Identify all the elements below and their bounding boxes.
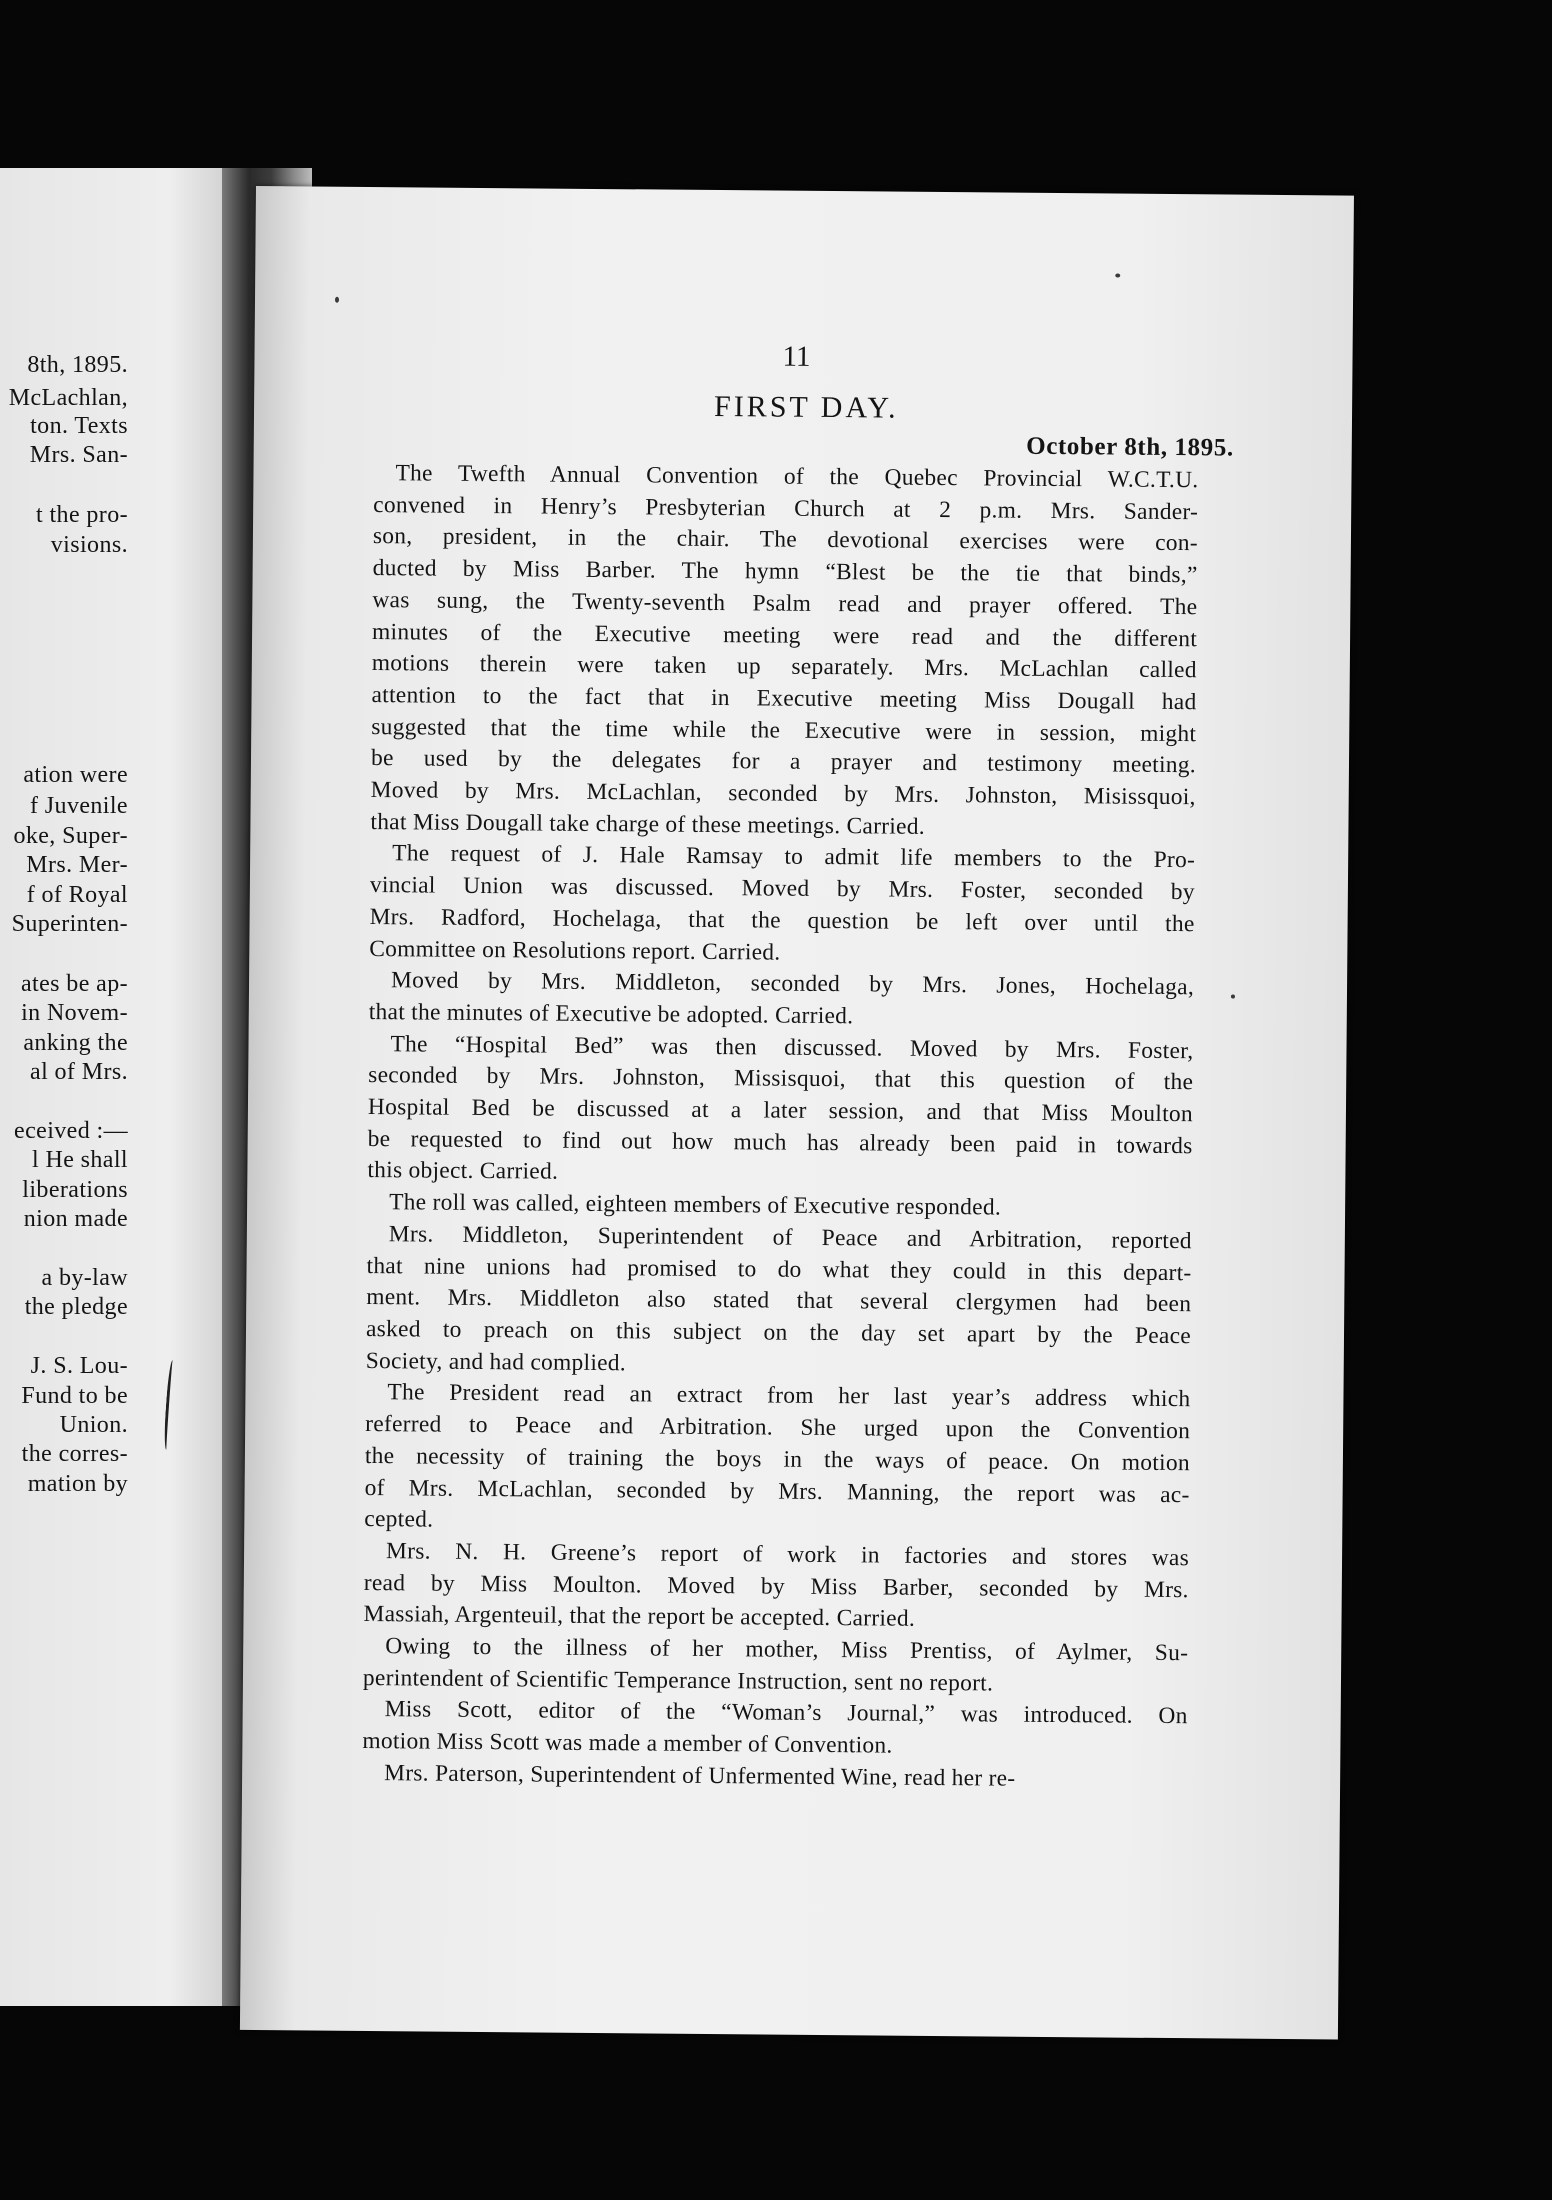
text-line: Moved by Mrs. McLachlan, seconded by Mrs. Johnston, Misissquoi,	[370, 777, 1196, 811]
text-line: vincial Union was discussed. Moved by Mrs. Foster, seconded by	[369, 872, 1195, 906]
print-speck	[1231, 995, 1235, 999]
facing-page-line: the pledge	[24, 1294, 128, 1320]
facing-page-line: visions.	[50, 532, 128, 558]
facing-page-line: J. S. Lou-	[30, 1353, 128, 1379]
facing-page-line: 8th, 1895.	[27, 352, 128, 378]
print-speck	[1115, 274, 1120, 278]
text-line: suggested that the time while the Executive were in session, might	[371, 713, 1197, 747]
text-line: Mrs. Middleton, Superintendent of Peace and Arbitration, reported	[388, 1221, 1192, 1255]
text-line: minutes of the Executive meeting were read and the different	[372, 618, 1198, 652]
text-line: be used by the delegates for a prayer and testimony meeting.	[370, 745, 1197, 779]
text-line: that nine unions had promised to do what they could in this depart-	[366, 1252, 1192, 1286]
paragraph	[362, 1694, 1188, 1765]
text-line: son, president, in the chair. The devotional exercises were con-	[372, 523, 1199, 557]
facing-page-line: Superinten-	[11, 911, 128, 937]
facing-page-line: Mrs. Mer-	[26, 852, 128, 878]
text-line: convened in Henry’s Presbyterian Church at 2 p.m. Mrs. Sander-	[373, 491, 1199, 525]
facing-page-line: anking the	[23, 1030, 128, 1056]
text-line: seconded by Mrs. Johnston, Missisquoi, that this question of the	[368, 1062, 1194, 1096]
facing-page-line: the corres-	[21, 1441, 128, 1467]
text-line: perintendent of Scientific Temperance Instruction, sent no report.	[362, 1664, 994, 1697]
text-line: of Mrs. McLachlan, seconded by Mrs. Manning, the report was ac-	[364, 1474, 1190, 1508]
text-line: Hospital Bed be discussed at a later session, and that Miss Moulton	[367, 1094, 1194, 1128]
paragraph	[362, 1758, 1187, 1797]
text-line: asked to preach on this subject on the day set apart by the Peace	[365, 1315, 1192, 1350]
text-line: referred to Peace and Arbitration. She urged upon the Convention	[365, 1411, 1191, 1445]
paragraph	[369, 965, 1195, 1036]
text-line: the necessity of training the boys in the ways of peace. On motion	[364, 1442, 1191, 1476]
text-line: Mrs. Radford, Hochelaga, that the question be left over until the	[369, 903, 1195, 938]
text-line: Committee on Resolutions report. Carried.	[369, 935, 781, 966]
facing-page-line: mation by	[27, 1471, 128, 1497]
facing-page-line: Mrs. San-	[29, 442, 128, 468]
text-line: read by Miss Moulton. Moved by Miss Barber, seconded by Mrs.	[363, 1569, 1189, 1603]
text-line: ment. Mrs. Middleton also stated that several clergymen had been	[366, 1284, 1192, 1318]
page-number: 11	[782, 340, 811, 373]
paragraph	[363, 1536, 1189, 1638]
date-line: October 8th, 1895.	[1026, 432, 1234, 462]
text-line: The request of J. Hale Ramsay to admit life members to the Pro-	[392, 840, 1196, 874]
facing-page-line: ates be ap-	[20, 971, 128, 997]
text-line: Owing to the illness of her mother, Miss Prentiss, of Aylmer, Su-	[385, 1633, 1189, 1667]
facing-page-line: l He shall	[32, 1147, 128, 1173]
facing-page-line: eceived :—	[14, 1118, 128, 1144]
facing-page-line: Union.	[59, 1412, 128, 1438]
facing-page-line: in Novem-	[21, 1000, 128, 1026]
text-line: Miss Scott, editor of the “Woman’s Journal,” was introduced. On	[384, 1696, 1188, 1730]
text-line: The President read an extract from her last year’s address which	[387, 1379, 1191, 1413]
text-line: Society, and had complied.	[365, 1347, 627, 1376]
text-line: Mrs. Paterson, Superintendent of Unfermented Wine, read her re-	[384, 1760, 1016, 1792]
facing-page-left	[0, 168, 242, 2006]
text-line: cepted.	[364, 1506, 434, 1533]
text-line: Moved by Mrs. Middleton, seconded by Mrs. Jones, Hochelaga,	[390, 967, 1195, 1001]
paragraph	[366, 1219, 1192, 1385]
text-line: attention to the fact that in Executive meeting Miss Dougall had	[371, 681, 1197, 716]
facing-page-line: nion made	[23, 1206, 128, 1232]
facing-page-line: al of Mrs.	[30, 1059, 128, 1085]
section-title: FIRST DAY.	[713, 390, 899, 425]
facing-page-line: McLachlan,	[8, 385, 128, 411]
paragraph	[363, 1631, 1189, 1702]
facing-page-line: liberations	[22, 1177, 128, 1203]
text-line: The roll was called, eighteen members of Executive responded.	[389, 1189, 1002, 1221]
text-line: motions therein were taken up separately. Mrs. McLachlan called	[371, 650, 1197, 684]
facing-page-text	[0, 168, 242, 2006]
facing-page-line: f of Royal	[26, 882, 128, 908]
paragraph	[367, 1029, 1193, 1195]
facing-page-line: f Juvenile	[30, 793, 128, 819]
text-line: was sung, the Twenty-seventh Psalm read and prayer offered. The	[372, 586, 1198, 621]
text-line: this object. Carried.	[367, 1157, 559, 1186]
facing-page-line: a by-law	[41, 1265, 128, 1291]
text-line: that the minutes of Executive be adopted. Carried.	[368, 998, 854, 1030]
text-line: be requested to find out how much has already been paid in towards	[367, 1125, 1193, 1159]
text-line: ducted by Miss Barber. The hymn “Blest be the tie that binds,”	[372, 555, 1198, 589]
text-line: Mrs. N. H. Greene’s report of work in factories and stores was	[385, 1538, 1190, 1572]
text-line: The Twefth Annual Convention of the Quebec Provincial W.C.T.U.	[395, 460, 1199, 494]
facing-page-line: t the pro-	[36, 502, 128, 528]
text-line: that Miss Dougall take charge of these meetings. Carried.	[370, 808, 926, 840]
text-line: motion Miss Scott was made a member of Convention.	[362, 1728, 893, 1759]
paragraph	[369, 838, 1195, 972]
facing-page-line: ton. Texts	[30, 413, 128, 439]
text-line: Massiah, Argenteuil, that the report be accepted. Carried.	[363, 1601, 916, 1633]
paragraph	[364, 1377, 1190, 1543]
text-line: The “Hospital Bed” was then discussed. Moved by Mrs. Foster,	[390, 1030, 1194, 1064]
facing-page-line: Fund to be	[21, 1383, 128, 1409]
body-text	[362, 458, 1199, 1797]
paragraph	[370, 458, 1198, 846]
page-11	[240, 186, 1354, 2040]
facing-page-line: ation were	[23, 762, 128, 788]
print-speck	[335, 297, 339, 303]
facing-page-line: oke, Super-	[13, 823, 128, 849]
